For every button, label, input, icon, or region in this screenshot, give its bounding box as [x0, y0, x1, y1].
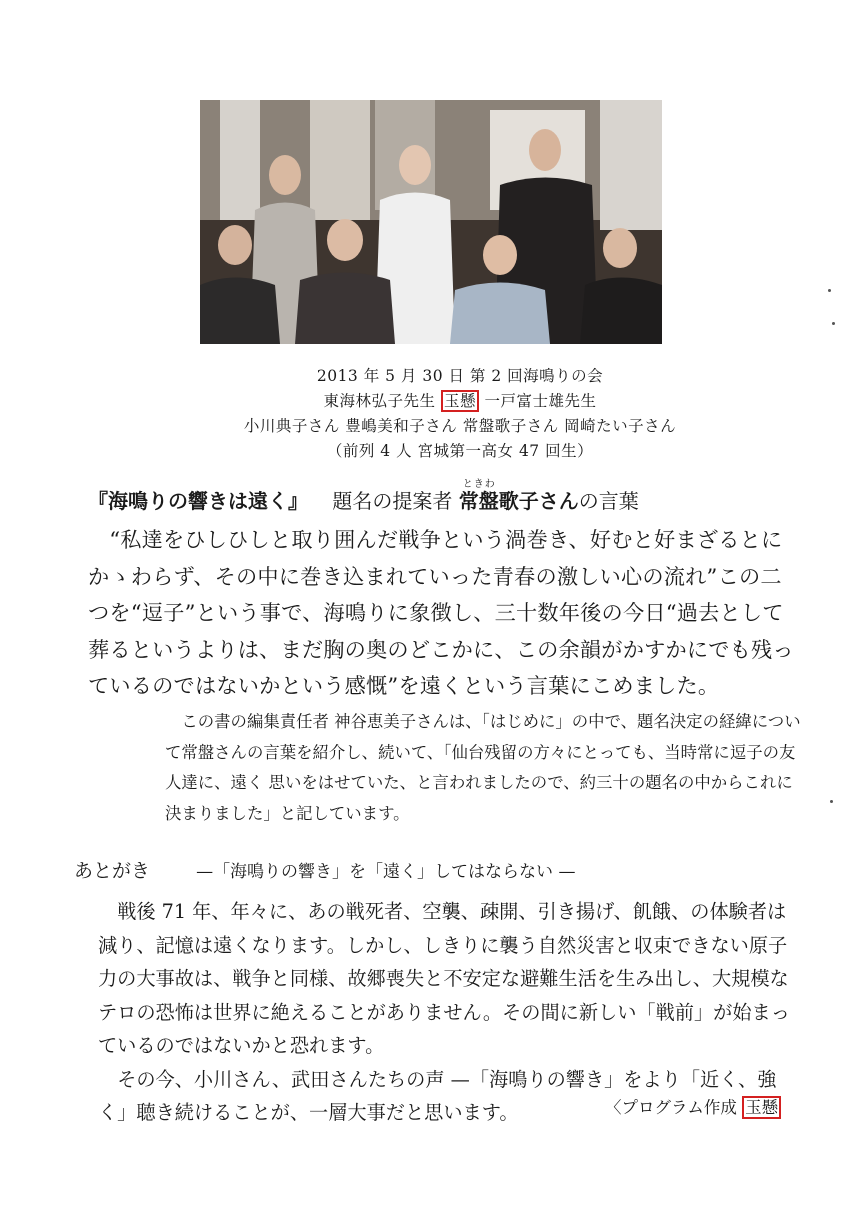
- afterword-heading: [74, 855, 575, 888]
- proposer-name-text: 常盤歌子さん: [458, 489, 579, 513]
- proposer-name-ruby: ときわ: [462, 479, 496, 490]
- heading-middle: 題名の提案者: [332, 489, 453, 513]
- photo-caption-note: （前列 4 人 宮城第一高女 47 回生）: [326, 442, 594, 460]
- signature-label: 〈プログラム作成: [605, 1098, 737, 1117]
- signature-name-highlight: 玉懸: [742, 1096, 781, 1119]
- caption-teacher-1: 東海林弘子先生: [323, 392, 436, 410]
- photo-caption-date: 2013 年 5 月 30 日 第 2 回海鳴りの会: [316, 367, 604, 385]
- scan-speck: [830, 800, 833, 803]
- group-photo: [200, 100, 662, 344]
- afterword-title: あとがき: [74, 860, 151, 882]
- afterword-subtitle: —「海鳴りの響き」を「遠く」してはならない —: [196, 862, 576, 882]
- group-photo-illustration: [200, 100, 662, 344]
- quote-text: “私達をひしひしと取り囲んだ戦争という渦巻き、好むと好まざるとにかゝわらず、その中に巻き込まれていった青春の激しい心の流れ”この二つを“逗子”という事で、海鳴りに象徴し、三十数年後の今日“過去として葬るというよりは、まだ胸の奥のどこかに、この余韻がかすかにでも残っているのではないかという感慨”を遠くという言葉にこめました。: [88, 527, 794, 698]
- caption-teacher-2: 一戸富士雄先生: [484, 392, 597, 410]
- photo-caption-teachers: [170, 389, 750, 414]
- caption-author-name-highlight: 玉懸: [441, 390, 479, 412]
- photo-caption-students: 小川典子さん 豊嶋美和子さん 常盤歌子さん 岡崎たい子さん: [243, 417, 677, 435]
- heading-suffix: の言葉: [578, 489, 639, 513]
- afterword-paragraph-2: その今、小川さん、武田さんたちの声 —「海鳴りの響き」をより「近く、強く」聴き続けることが、一層大事だと思います。: [98, 1067, 777, 1124]
- editor-note-text: この書の編集責任者 神谷恵美子さんは、「はじめに」の中で、題名決定の経緯について常盤さんの言葉を紹介し、続いて、「仙台残留の方々にとっても、当時常に逗子の友人達に、遠く 思いをはせていた、と言われましたので、約三十の題名の中からこれに決まりました」と記しています。: [165, 712, 801, 823]
- scan-speck: [828, 289, 831, 292]
- book-title: 『海鳴りの響きは遠く』: [88, 489, 308, 513]
- section-heading: [88, 479, 639, 516]
- proposer-quote: [88, 522, 803, 705]
- program-signature: [605, 1094, 781, 1118]
- proposer-name: [458, 479, 579, 516]
- scan-speck: [832, 322, 835, 325]
- afterword-paragraph-1: 戦後 71 年、年々に、あの戦死者、空襲、疎開、引き揚げ、飢餓、の体験者は減り、記憶は遠くなります。しかし、しきりに襲う自然災害と収束できない原子力の大事故は、戦争と同様、故郷喪失と不安定な避難生活を生み出し、大規模なテロの恐怖は世界に絶えることがありません。その間に新しい「戦前」が始まっているのではないかと恐れます。: [98, 900, 790, 1057]
- editor-note: [165, 707, 805, 829]
